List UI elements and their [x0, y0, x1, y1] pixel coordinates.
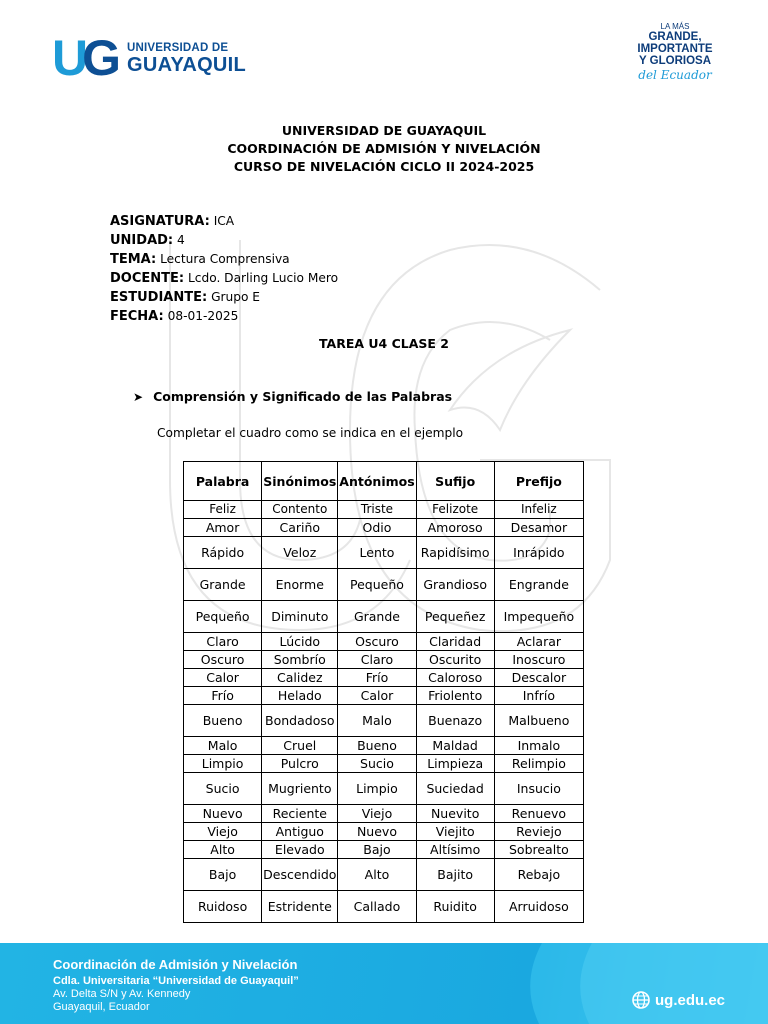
- table-cell: Frío: [338, 669, 416, 687]
- globe-icon: [632, 991, 650, 1009]
- table-cell: Claro: [338, 651, 416, 669]
- table-cell: Aclarar: [494, 633, 583, 651]
- table-cell: Pequeño: [184, 601, 262, 633]
- table-cell: Viejito: [416, 823, 494, 841]
- table-cell: Limpio: [184, 755, 262, 773]
- table-cell: Bueno: [184, 705, 262, 737]
- table-cell: Amoroso: [416, 519, 494, 537]
- table-row: [184, 519, 584, 537]
- table-cell: Elevado: [262, 841, 338, 859]
- table-cell: Claridad: [416, 633, 494, 651]
- table-cell: Nuevo: [184, 805, 262, 823]
- col-header-prefijo: Prefijo: [494, 462, 583, 501]
- meta-tema: TEMA: Lectura Comprensiva: [110, 252, 290, 267]
- table-cell: Malo: [338, 705, 416, 737]
- table-cell: Pequeño: [338, 569, 416, 601]
- table-row: [184, 651, 584, 669]
- meta-estudiante: ESTUDIANTE: Grupo E: [110, 290, 261, 305]
- section-heading-text: Comprensión y Significado de las Palabras: [153, 389, 453, 404]
- slogan-line-4: Y GLORIOSA: [639, 55, 711, 67]
- table-cell: Calidez: [262, 669, 338, 687]
- table-cell: Impequeño: [494, 601, 583, 633]
- table-cell: Nuevo: [338, 823, 416, 841]
- table-cell: Limpio: [338, 773, 416, 805]
- title-university: UNIVERSIDAD DE GUAYAQUIL: [281, 123, 487, 138]
- document-meta: [110, 212, 338, 326]
- table-cell: Pulcro: [262, 755, 338, 773]
- footer-line-2: Cdla. Universitaria “Universidad de Guayaquil”: [53, 975, 299, 987]
- col-header-sinonimos: Sinónimos: [262, 462, 338, 501]
- table-cell: Alto: [338, 859, 416, 891]
- table-cell: Lúcido: [262, 633, 338, 651]
- table-cell: Inmalo: [494, 737, 583, 755]
- table-cell: Insucio: [494, 773, 583, 805]
- table-cell: Arruidoso: [494, 891, 583, 923]
- table-cell: Malo: [184, 737, 262, 755]
- table-cell: Odio: [338, 519, 416, 537]
- table-cell: Renuevo: [494, 805, 583, 823]
- table-row: [184, 773, 584, 805]
- meta-asignatura: ASIGNATURA: ICA: [110, 214, 235, 229]
- table-row: [184, 537, 584, 569]
- col-header-antonimos: Antónimos: [338, 462, 416, 501]
- instruction-text: Completar el cuadro como se indica en el ejemplo: [157, 426, 464, 440]
- table-row: [184, 805, 584, 823]
- table-cell: Oscurito: [416, 651, 494, 669]
- table-cell: Engrande: [494, 569, 583, 601]
- table-cell: Caloroso: [416, 669, 494, 687]
- table-cell: Reviejo: [494, 823, 583, 841]
- table-cell: Viejo: [184, 823, 262, 841]
- table-cell: Contento: [262, 501, 338, 519]
- table-cell: Lento: [338, 537, 416, 569]
- document-titles: [0, 122, 768, 176]
- table-cell: Cariño: [262, 519, 338, 537]
- table-cell: Triste: [338, 501, 416, 519]
- website-text: ug.edu.ec: [655, 991, 726, 1009]
- table-cell: Bajo: [338, 841, 416, 859]
- footer-line-1: Coordinación de Admisión y Nivelación: [53, 957, 298, 972]
- col-header-sufijo: Sufijo: [416, 462, 494, 501]
- table-cell: Mugriento: [262, 773, 338, 805]
- table-cell: Grandioso: [416, 569, 494, 601]
- table-cell: Descendido: [262, 859, 338, 891]
- table-cell: Viejo: [338, 805, 416, 823]
- table-row: [184, 841, 584, 859]
- table-cell: Malbueno: [494, 705, 583, 737]
- slogan-line-5: del Ecuador: [638, 68, 712, 82]
- table-cell: Limpieza: [416, 755, 494, 773]
- table-cell: Veloz: [262, 537, 338, 569]
- logo-line-1: UNIVERSIDAD DE: [127, 41, 229, 54]
- university-logo: [52, 30, 247, 86]
- table-body: [184, 501, 584, 923]
- meta-docente: DOCENTE: Lcdo. Darling Lucio Mero: [110, 271, 339, 286]
- title-course: CURSO DE NIVELACIÓN CICLO II 2024-2025: [233, 159, 535, 174]
- table-cell: Claro: [184, 633, 262, 651]
- table-cell: Rápido: [184, 537, 262, 569]
- table-cell: Bajito: [416, 859, 494, 891]
- table-header-row: [184, 462, 584, 501]
- table-row: [184, 891, 584, 923]
- table-cell: Helado: [262, 687, 338, 705]
- table-row: [184, 705, 584, 737]
- table-row: [184, 687, 584, 705]
- table-cell: Callado: [338, 891, 416, 923]
- col-header-palabra: Palabra: [184, 462, 262, 501]
- footer-banner: [0, 943, 768, 1024]
- table-cell: Pequeñez: [416, 601, 494, 633]
- table-row: [184, 737, 584, 755]
- table-row: [184, 859, 584, 891]
- table-cell: Felizote: [416, 501, 494, 519]
- table-cell: Infrío: [494, 687, 583, 705]
- table-cell: Amor: [184, 519, 262, 537]
- table-cell: Sucio: [338, 755, 416, 773]
- table-cell: Infeliz: [494, 501, 583, 519]
- table-row: [184, 569, 584, 601]
- table-cell: Desamor: [494, 519, 583, 537]
- table-cell: Descalor: [494, 669, 583, 687]
- table-cell: Bueno: [338, 737, 416, 755]
- table-row: [184, 669, 584, 687]
- table-cell: Ruidoso: [184, 891, 262, 923]
- footer-line-3: Av. Delta S/N y Av. Kennedy: [53, 988, 191, 1000]
- table-cell: Frío: [184, 687, 262, 705]
- table-cell: Estridente: [262, 891, 338, 923]
- table-cell: Oscuro: [338, 633, 416, 651]
- table-cell: Ruidito: [416, 891, 494, 923]
- logo-line-2: GUAYAQUIL: [127, 53, 247, 76]
- arrow-bullet-icon: ➤: [133, 389, 144, 404]
- table-cell: Inrápido: [494, 537, 583, 569]
- footer-line-4: Guayaquil, Ecuador: [53, 1001, 150, 1013]
- footer-wave-decoration: [488, 943, 768, 1024]
- table-cell: Bajo: [184, 859, 262, 891]
- table-cell: Enorme: [262, 569, 338, 601]
- meta-unidad: UNIDAD: 4: [110, 233, 185, 248]
- table-cell: Alto: [184, 841, 262, 859]
- table-cell: Friolento: [416, 687, 494, 705]
- table-cell: Reciente: [262, 805, 338, 823]
- table-cell: Sombrío: [262, 651, 338, 669]
- vocabulary-table: [183, 461, 584, 923]
- table-cell: Rapidísimo: [416, 537, 494, 569]
- table-cell: Bondadoso: [262, 705, 338, 737]
- slogan-line-3: IMPORTANTE: [637, 43, 713, 55]
- ug-logo-icon: U G: [52, 30, 118, 86]
- table-cell: Cruel: [262, 737, 338, 755]
- table-cell: Grande: [184, 569, 262, 601]
- table-cell: Inoscuro: [494, 651, 583, 669]
- table-cell: Sucio: [184, 773, 262, 805]
- slogan-line-2: GRANDE,: [648, 31, 702, 43]
- table-cell: Sobrealto: [494, 841, 583, 859]
- meta-fecha: FECHA: 08-01-2025: [110, 309, 239, 324]
- table-row: [184, 601, 584, 633]
- table-cell: Oscuro: [184, 651, 262, 669]
- table-cell: Calor: [184, 669, 262, 687]
- table-cell: Antiguo: [262, 823, 338, 841]
- table-cell: Feliz: [184, 501, 262, 519]
- footer-website-link[interactable]: [632, 991, 725, 1009]
- slogan-logo: [630, 22, 720, 82]
- table-cell: Rebajo: [494, 859, 583, 891]
- table-row: [184, 633, 584, 651]
- table-cell: Relimpio: [494, 755, 583, 773]
- table-row: [184, 823, 584, 841]
- table-cell: Maldad: [416, 737, 494, 755]
- slogan-line-1: LA MÁS: [660, 22, 690, 31]
- table-cell: Altísimo: [416, 841, 494, 859]
- table-cell: Calor: [338, 687, 416, 705]
- section-heading: [133, 389, 452, 404]
- title-coordination: COORDINACIÓN DE ADMISIÓN Y NIVELACIÓN: [227, 141, 541, 156]
- table-cell: Nuevito: [416, 805, 494, 823]
- table-cell: Buenazo: [416, 705, 494, 737]
- table-cell: Suciedad: [416, 773, 494, 805]
- task-title: TAREA U4 CLASE 2: [318, 336, 450, 351]
- table-row: [184, 755, 584, 773]
- table-cell: Diminuto: [262, 601, 338, 633]
- table-cell: Grande: [338, 601, 416, 633]
- table-row: [184, 501, 584, 519]
